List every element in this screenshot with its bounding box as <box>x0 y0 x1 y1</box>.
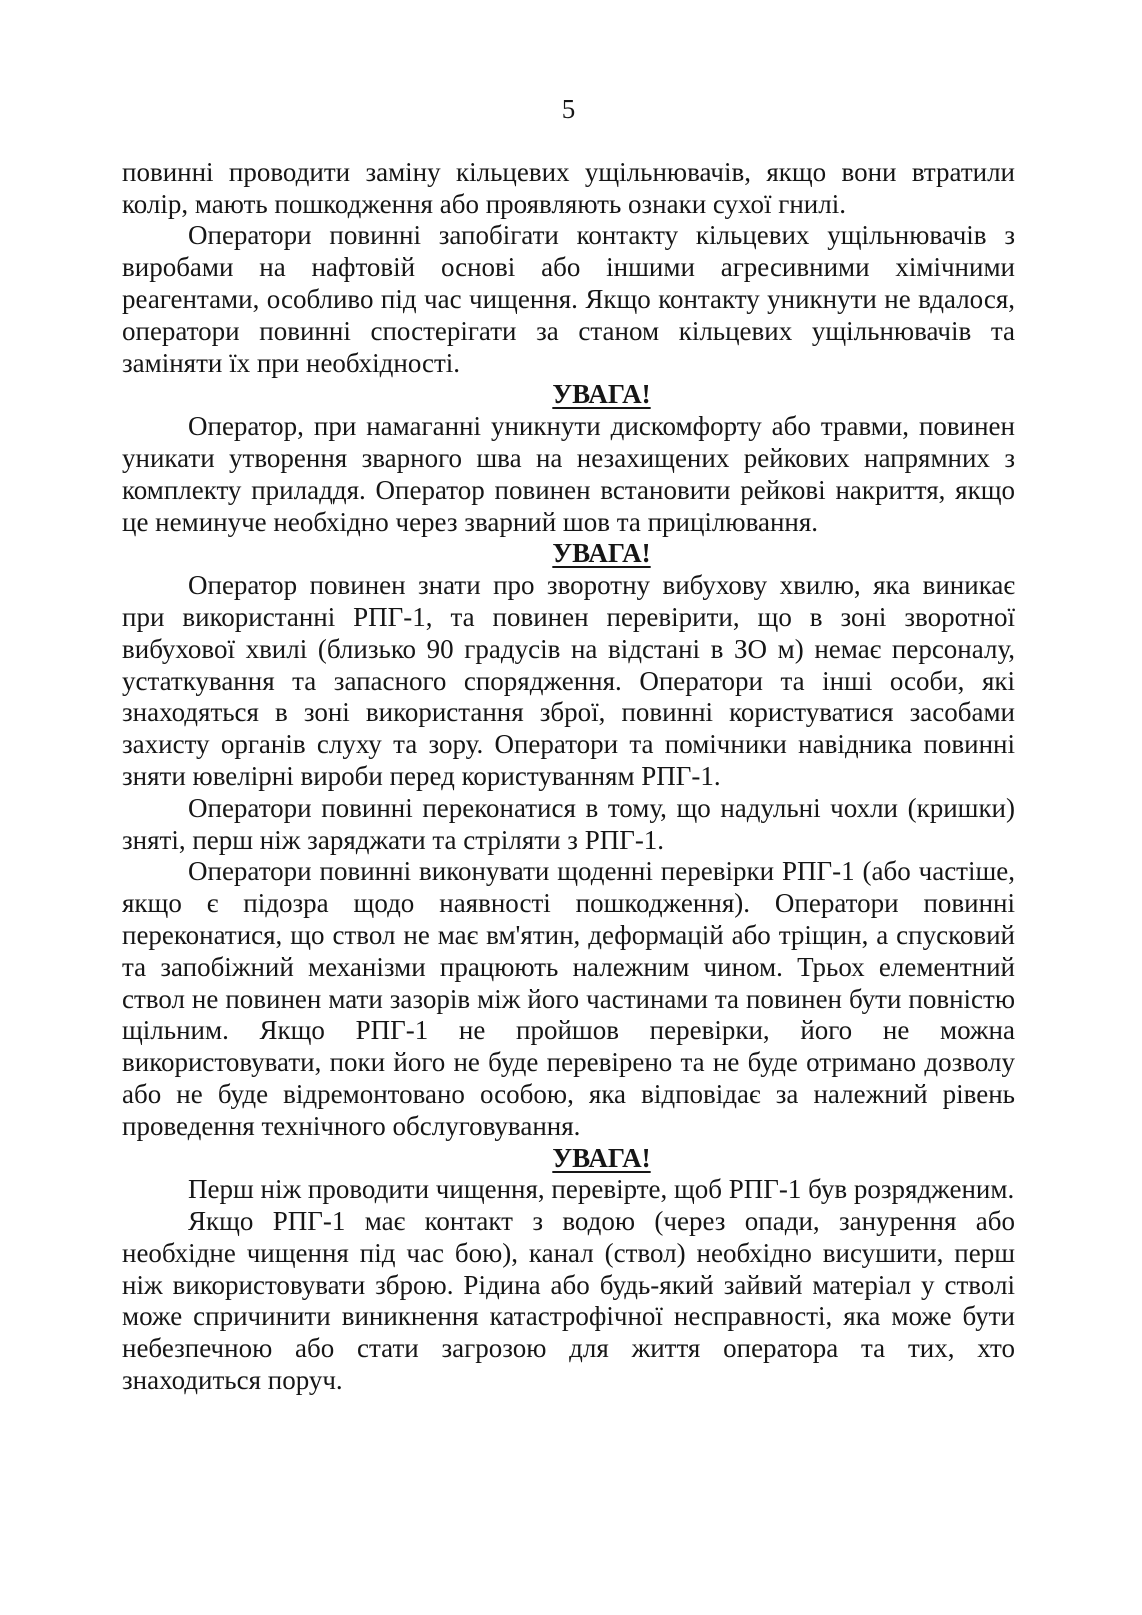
paragraph-orings-replace: повинні проводити заміну кільцевих ущільнювачів, якщо вони втратили колір, мають пошкодження або проявляють ознаки сухої гнилі. <box>122 156 1015 219</box>
paragraph-water-contact: Якщо РПГ-1 має контакт з водою (через опади, занурення або необхідне чищення під час бою), канал (ствол) необхідно висушити, перш ніж використовувати зброю. Рідина або будь-який зайвий матеріал у стволі може спричинити виникнення катастрофічної несправності, яка може бути небезпечною або стати загрозою для життя оператора та тих, хто знаходиться поруч. <box>122 1206 1015 1396</box>
warning-heading-2 <box>122 538 1015 570</box>
page-number: 5 <box>561 94 576 124</box>
warning-heading-2-text: УВАГА! <box>552 538 651 569</box>
warning-heading-1-text: УВАГА! <box>552 379 651 410</box>
paragraph-backblast: Оператор повинен знати про зворотну вибухову хвилю, яка виникає при використанні РПГ-1, та повинен перевірити, що в зоні зворотної вибухової хвилі (близько 90 градусів на відстані в ЗО м) немає персоналу, устаткування та запасного спорядження. Оператори та інші особи, які знаходяться в зоні використання зброї, повинні користуватися засобами захисту органів слуху та зору. Оператори та помічники навідника повинні зняти ювелірні вироби перед користуванням РПГ-1. <box>122 570 1015 791</box>
paragraph-muzzle-covers: Оператори повинні переконатися в тому, що надульні чохли (кришки) зняті, перш ніж заряджати та стріляти з РПГ-1. <box>122 792 1015 855</box>
warning-heading-3-text: УВАГА! <box>552 1142 651 1173</box>
paragraph-unloaded-check: Перш ніж проводити чищення, перевірте, щоб РПГ-1 був розрядженим. <box>188 1174 1015 1205</box>
warning-heading-1 <box>122 379 1015 411</box>
paragraph-daily-checks: Оператори повинні виконувати щоденні перевірки РПГ-1 (або частіше, якщо є підозра щодо наявності пошкодження). Оператори повинні переконатися, що ствол не має вм'ятин, деформацій або тріщин, а спусковий та запобіжний механізми працюють належним чином. Трьох елементний ствол не повинен мати зазорів між його частинами та повинен бути повністю щільним. Якщо РПГ-1 не пройшов перевірки, його не можна використовувати, поки його не буде перевірено та не буде отримано дозволу або не буде відремонтовано особою, яка відповідає за належний рівень проведення технічного обслуговування. <box>122 856 1015 1141</box>
paragraph-weld-seam: Оператор, при намаганні уникнути дискомфорту або травми, повинен уникати утворення зварного шва на незахищених рейкових напрямних з комплекту приладдя. Оператор повинен встановити рейкові накриття, якщо це неминуче необхідно через зварний шов та прицілювання. <box>122 411 1015 537</box>
warning-heading-3 <box>122 1143 1015 1175</box>
page-content <box>122 157 1015 1397</box>
paragraph-orings-contact: Оператори повинні запобігати контакту кільцевих ущільнювачів з виробами на нафтовій основі або іншими агресивними хімічними реагентами, особливо під час чищення. Якщо контакту уникнути не вдалося, оператори повинні спостерігати за станом кільцевих ущільнювачів та заміняти їх при необхідності. <box>122 220 1015 378</box>
